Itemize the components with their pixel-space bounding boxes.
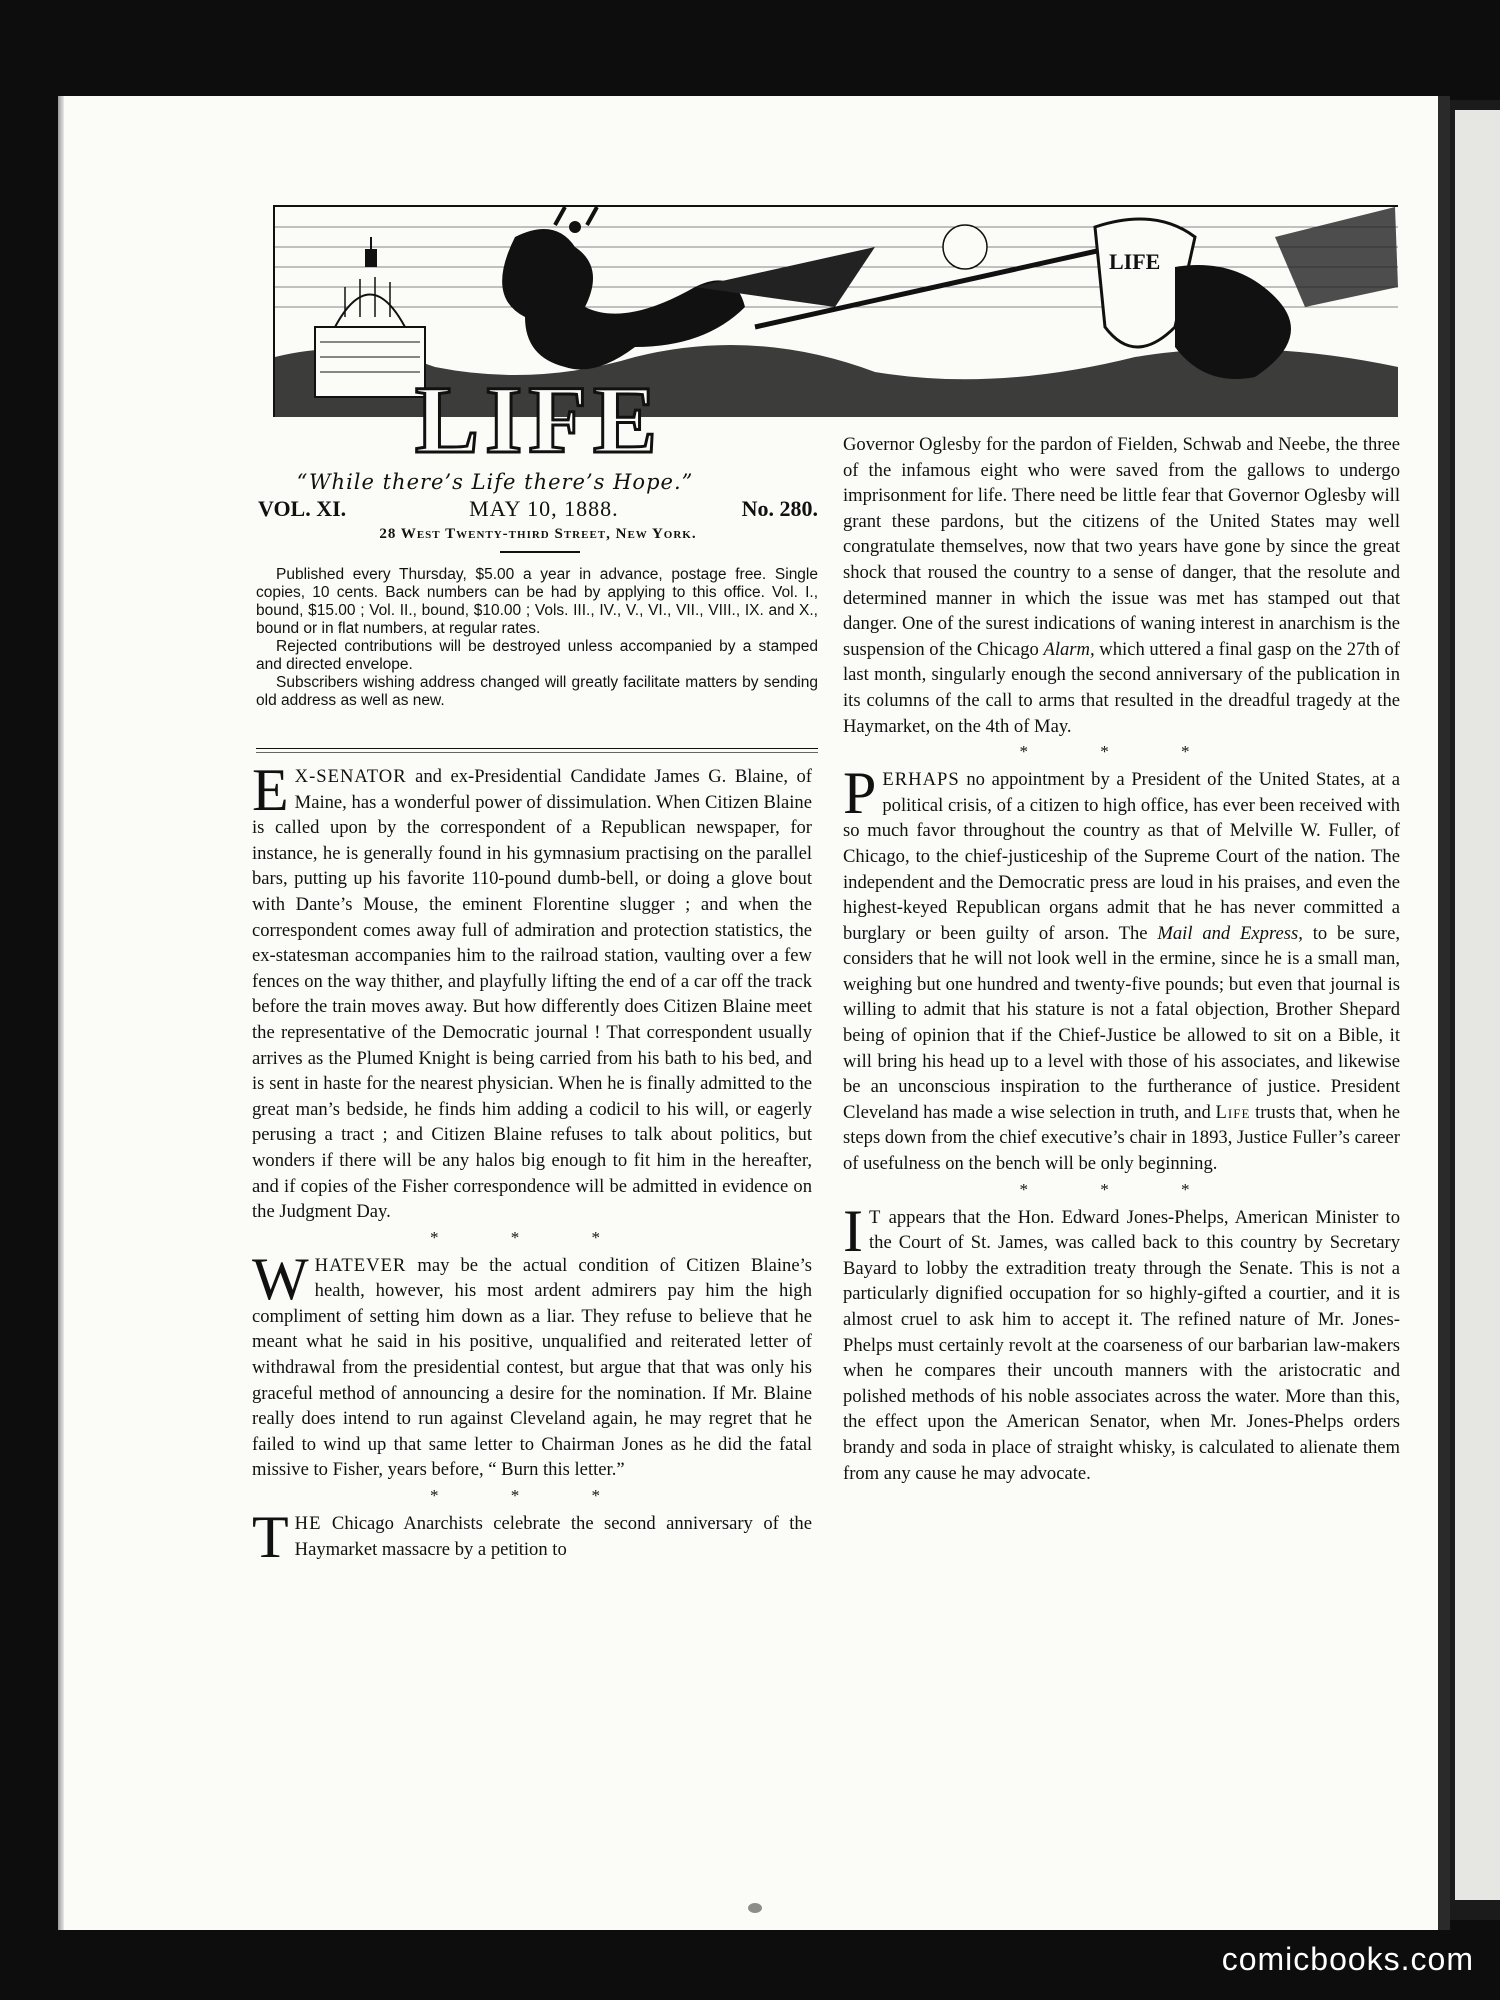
magazine-name-inline: Life — [1215, 1101, 1251, 1123]
book-gutter — [1438, 96, 1450, 1930]
asterism-separator: * * * — [1019, 1179, 1224, 1199]
volume-number: VOL. XI. — [258, 496, 347, 521]
life-logo: LIFE — [415, 366, 664, 457]
publication-info — [256, 566, 818, 710]
issue-date: MAY 10, 1888. — [469, 496, 619, 521]
right-column — [843, 432, 1400, 1486]
article-chicago-anarchists-start — [252, 1504, 812, 1571]
lead-word: X-SENATOR — [294, 766, 407, 787]
article-body: to be sure, considers that he will not look well in the ermine, since he is a small man, weighing but one hundred and twenty-five pounds; but even that journal is willing to admit that his stature is not a fatal objection, Brother Shepard being of opinion that if the Chief-Justice be allowed to sit on a Bible, it will bring his head up to a level with those of his associates, and likewise be an unconscious inspiration to the furtherance of justice. President Cleveland has made a wise selection in truth, and — [843, 922, 1400, 1123]
left-column — [252, 757, 812, 1571]
lead-word: HATEVER — [314, 1254, 407, 1276]
masthead-illustration — [273, 205, 1398, 457]
newspaper-title-mail-express: Mail and Express, — [1157, 922, 1303, 944]
article-body: appears that the Hon. Edward Jones-Phelps, American Minister to the Court of St. James, was called back to this country by Secretary Bayard to lobby the extradition treaty through the Senate. This is not a particularly dignified occupation for so highly-gifted a courtier, and it is almost cruel to ask him to accept it. The refined nature of Mr. Jones-Phelps must certainly revolt at the coarseness of our barbarian law-makers when he compares their uncouth manners with the aristocratic and polished methods of his noble associates across the water. More than this, the effect upon the American Senator, when Mr. Jones-Phelps orders brandy and soda in place of straight whisky, is calculated to alienate them from any cause he may advocate. — [843, 1206, 1400, 1484]
masthead-engraving — [275, 207, 1398, 457]
newspaper-title-alarm: Alarm, — [1043, 638, 1095, 660]
article-jones-phelps — [843, 1197, 1400, 1487]
article-body: which uttered a final gasp on the 27th of last month, singularly enough the second anniversary of the publication in its columns of the call to arms that resulted in the dreadful tragedy at the Haymarket, on the 4th of May. — [843, 638, 1401, 737]
site-watermark: comicbooks.com — [1221, 1941, 1474, 1977]
page-smudge — [748, 1903, 762, 1913]
lead-word: T — [868, 1206, 882, 1228]
subscription-info: Published every Thursday, $5.00 a year in advance, postage free. Single copies, 10 cents. Back numbers can be had by applying to this office. Vol. I., bound, $15.00 ; Vol. II., bound, $10.00 ; Vols. III., IV., V., VI., VII., VIII., IX. and X., bound or in flat numbers, at regular rates. — [256, 566, 818, 637]
article-body: and ex-Presidential Candidate James G. Blaine, of Maine, has a wonderful power of dissimulation. When Citizen Blaine is called upon by the correspondent of a Republican newspaper, for instance, he is generally found in his gymnasium practising on the parallel bars, putting up his favorite 110-pound dumb-bell, or doing a glove bout with Dante’s Mouse, the eminent Florentine slugger ; and when the correspondent comes away full of admiration and protection statistics, the ex-statesman accompanies him to the railroad station, vaulting over a few fences on the way thither, and playfully lifting the end of a car off the track before the train moves away. But how differently does Citizen Blaine meet the representative of the Democratic journal ! That correspondent usually arrives as the Plumed Knight is being carried from his bath to his bed, and is sent in haste for the nearest physician. When he is finally admitted to the great man’s bedside, he finds him adding a codicil to his will, or eagerly perusing a tract ; and Citizen Blaine refuses to talk about politics, but wonders if there will be any halos big enough to fit him in the hereafter, and if copies of the Fisher correspondence will be admitted in evidence on the Judgment Day. — [252, 766, 812, 1223]
drop-cap: E — [252, 757, 289, 823]
office-address: 28 West Twenty-third Street, New York. — [379, 526, 697, 542]
drop-cap: P — [843, 760, 877, 827]
asterism-separator: * * * — [430, 1227, 634, 1247]
sun — [943, 225, 987, 269]
article-blaine-dissimulation — [252, 757, 812, 1225]
svg-text:LIFE: LIFE — [1109, 249, 1161, 274]
drop-cap: I — [843, 1197, 863, 1264]
issue-info-row — [258, 496, 818, 522]
masthead-tagline: “While there’s Life there’s Hope.” — [296, 470, 694, 494]
article-body: Chicago Anarchists celebrate the second anniversary of the Haymarket massacre by a petition to — [294, 1513, 812, 1560]
page-edge — [58, 96, 64, 1930]
article-chicago-anarchists-continued — [843, 432, 1400, 739]
address-change-note: Subscribers wishing address changed will greatly facilitate matters by sending old address as well as new. — [256, 674, 818, 709]
article-body: may be the actual condition of Citizen Blaine’s health, however, his most ardent admirers pay him the high compliment of setting him down as a liar. They refuse to believe that he meant what he said in his positive, unqualified and reiterated letter of withdrawal from the presidential contest, but argue that that was only his graceful method of announcing a desire for the nomination. If Mr. Blaine really does intend to run against Cleveland again, he may regret that he failed to wind up that same letter to Chairman Jones as he did the fatal missive to Fisher, years before, “ Burn this letter.” — [252, 1254, 812, 1481]
lead-word: HE — [294, 1513, 322, 1535]
rejected-contributions-note: Rejected contributions will be destroyed unless accompanied by a stamped and directed envelope. — [256, 638, 818, 673]
lead-word: ERHAPS — [882, 769, 960, 791]
short-rule — [500, 551, 580, 553]
asterism-separator: * * * — [1019, 742, 1224, 762]
drop-cap: T — [252, 1504, 289, 1571]
asterism-separator: * * * — [430, 1486, 634, 1506]
article-blaine-health — [252, 1245, 812, 1483]
article-body: trusts that, when he steps down from the chief executive’s chair in 1893, Justice Fuller’s career of usefulness on the bench will be only beginning. — [843, 1101, 1400, 1175]
facing-page-strip — [1455, 110, 1500, 1900]
article-fuller-appointment — [843, 760, 1400, 1177]
article-body: no appointment by a President of the United States, at a political crisis, of a citizen to high office, has ever been received with so much favor throughout the country as that of Melville W. Fuller, of Chicago, to the chief-justiceship of the Supreme Court of the nation. The independent and the Democratic press are loud in his praises, and even the highest-keyed Republican organs admit that he has never committed a burglary or been guilty of arson. The — [843, 769, 1400, 944]
drop-cap: W — [252, 1245, 309, 1312]
article-body: Governor Oglesby for the pardon of Fielden, Schwab and Neebe, the three of the infamous eight who were saved from the gallows to undergo imprisonment for life. There need be little fear that Governor Oglesby will grant these pardons, but the citizens of the United States may well congratulate themselves, now that two years have gone by since the great shock that roused the country to a sense of danger, that the resolute and determined manner in which the issue was met has stamped out that danger. One of the surest indications of waning interest in anarchism is the suspension of the Chicago — [843, 434, 1400, 660]
section-rule-thin — [256, 752, 818, 753]
section-rule — [256, 748, 818, 749]
issue-number: No. 280. — [741, 496, 818, 521]
